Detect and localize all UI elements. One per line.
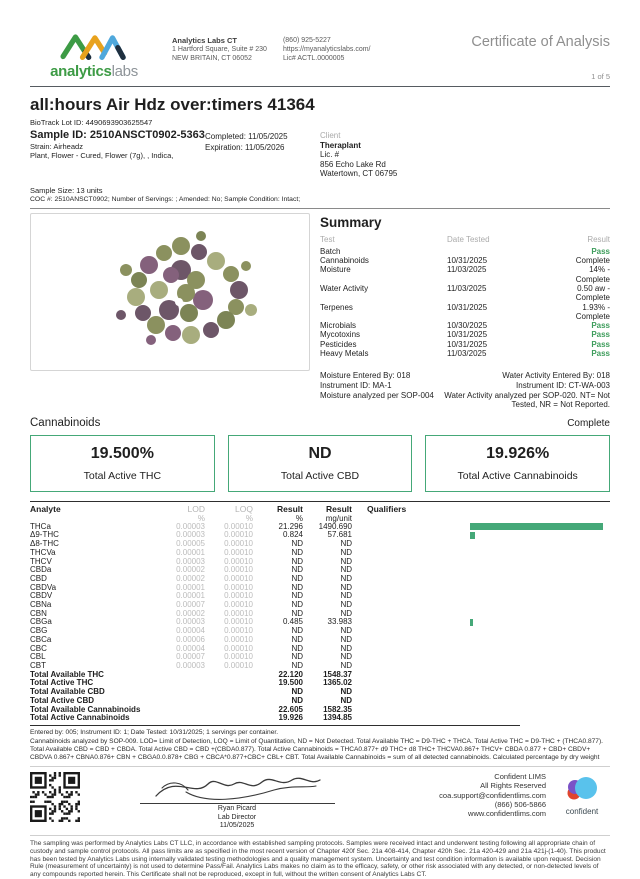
client-label: Client [320, 131, 341, 140]
analyte-loq: 0.00010 [224, 565, 253, 575]
footnote-entered-by: Entered by: 005; Instrument ID: 1; Date Tested: 10/31/2025; 1 servings per container. [30, 728, 279, 736]
summary-test: Terpenes [320, 302, 353, 312]
analyte-result-mg: ND [340, 643, 352, 653]
analyte-result-pct: ND [291, 556, 303, 566]
summary-result: 0.50 aw - Complete [575, 283, 610, 303]
summary-title: Summary [320, 214, 382, 230]
totals-row [30, 688, 610, 697]
summary-test: Cannabinoids [320, 256, 369, 266]
cannabinoids-section-status: Complete [567, 417, 610, 429]
analyte-loq: 0.00010 [224, 582, 253, 592]
lims-info [394, 772, 546, 818]
analyte-table [30, 501, 610, 726]
analyte-lod: 0.00002 [176, 573, 205, 583]
analyte-name: CBDVa [30, 582, 57, 592]
total-pct: ND [291, 695, 303, 705]
analyte-row [30, 531, 610, 540]
analyte-lod: 0.00003 [176, 530, 205, 540]
confident-logo-text: confident [565, 806, 599, 816]
logo-wordmark-primary: analytics [50, 63, 112, 80]
analyte-result-mg: ND [340, 573, 352, 583]
analyte-name: THCVa [30, 547, 56, 557]
analyte-rows [30, 523, 610, 671]
sample-info-grid [30, 129, 610, 179]
note-line: Instrument ID: CT-WA-003 [516, 380, 610, 390]
summary-row [320, 330, 610, 339]
analyte-result-pct: 0.824 [282, 530, 303, 540]
total-active-thc-value: 19.500% [90, 444, 154, 462]
lab-name: Analytics Labs CT [172, 36, 238, 45]
analyte-name: CBNa [30, 600, 52, 610]
analyte-result-pct: ND [291, 608, 303, 618]
analyte-row [30, 592, 610, 601]
analyte-name: CBD [30, 573, 47, 583]
summary-date [447, 247, 559, 256]
summary-row [320, 349, 610, 358]
lims-name: Confident LIMS [494, 771, 546, 781]
cannabis-buds-image [31, 214, 309, 370]
analyte-lod: 0.00001 [176, 582, 205, 592]
table-bottom-rule [30, 725, 520, 726]
analyte-name: CBN [30, 608, 47, 618]
analyte-result-mg: ND [340, 539, 352, 549]
total-pct: 19.500 [278, 678, 303, 688]
analyte-loq: 0.00010 [224, 547, 253, 557]
note-line: Water Activity analyzed per SOP-020. NT= Not [444, 390, 610, 400]
col-result-mg: Result [326, 503, 352, 514]
analyte-result-pct: ND [291, 547, 303, 557]
analyte-result-pct: ND [291, 539, 303, 549]
analyte-name: Δ8-THC [30, 539, 59, 549]
totals-row [30, 679, 610, 688]
analyte-result-pct: ND [291, 643, 303, 653]
analyte-row [30, 540, 610, 549]
summary-col-result: Result [587, 234, 610, 244]
summary-date: 10/31/2025 [447, 302, 488, 312]
analyte-result-pct: ND [291, 652, 303, 662]
analyte-name: CBC [30, 643, 47, 653]
total-label: Total Available Cannabinoids [30, 704, 141, 714]
signature-row [30, 772, 610, 831]
lims-url: www.confidentlims.com [468, 809, 546, 819]
summary-date: 10/31/2025 [447, 256, 488, 266]
analyte-loq: 0.00010 [224, 591, 253, 601]
total-label: Total Active THC [30, 678, 94, 688]
product-title: all:hours Air Hdz over:timers 41364 [30, 95, 315, 114]
biotrack-lot-id: BioTrack Lot ID: 4490693903625547 [30, 118, 153, 127]
sample-id-block [30, 129, 205, 179]
result-bar [470, 619, 473, 626]
analyte-result-mg: ND [340, 652, 352, 662]
col-lod: LOD [187, 503, 205, 514]
analyte-loq: 0.00010 [224, 573, 253, 583]
total-pct: 19.926 [278, 713, 303, 723]
note-line: Moisture Entered By: 018 [320, 371, 411, 381]
analyte-loq: 0.00010 [224, 521, 253, 531]
total-pct: 22.120 [278, 669, 303, 679]
summary-section [310, 213, 610, 410]
total-active-cbd-box [228, 435, 413, 492]
section-divider [30, 208, 610, 209]
analyte-lod: 0.00007 [176, 652, 205, 662]
analyte-qualifier [352, 540, 610, 549]
summary-date: 11/03/2025 [447, 349, 487, 359]
analyte-qualifier [352, 575, 610, 584]
coc-line: COC #: 2510ANSCT0902; Number of Servings: ; Amended: No; Sample Condition: Intact; [30, 195, 301, 203]
analyte-row [30, 645, 610, 654]
footnote-methodology: Cannabinoids analyzed by SOP-009. LOD= Limit of Detection, LOQ = Limit of Quantitation, ND = Not Detected. Total Available THC = D9-THC + THCA. Total Active THC = D9-THC + (THCA0.877). Total Available CBD = CBD + CBDA. Total Active CBD = CBD +(CBDA0.877). Total Active Cannabinoids = THCA0.877+ d9 THC+ d8 THC+ THCVA0.867+ THCV+ CBDA 0.877 + CBD+ CBDV+ CBDVA 0.867+ CBNA0.876+ CBN + CBGA0.0.878+ CBG + CBCA*0.877+CBC+ CBL+ CBT. Total Available Cannabinoids = sum of all detected cannabinoids. Calculated percentage by dry weight [30, 737, 603, 761]
total-active-cannabinoids-label: Total Active Cannabinoids [457, 469, 578, 482]
analyte-qualifier [352, 549, 610, 558]
analyte-result-pct: 21.296 [278, 521, 303, 531]
lims-email: coa.support@confidentlims.com [439, 790, 546, 800]
total-pct: ND [291, 687, 303, 697]
analyte-loq: 0.00010 [224, 643, 253, 653]
totals-row [30, 714, 610, 723]
analyte-name: CBGa [30, 617, 52, 627]
lab-url: https://myanalyticslabs.com/ [282, 46, 371, 54]
note-line: Instrument ID: MA-1 [320, 380, 392, 390]
note-line: Tested, NR = Not Reported. [511, 400, 610, 410]
analyte-row [30, 627, 610, 636]
analyte-loq: 0.00010 [224, 600, 253, 610]
analyte-totals [30, 671, 610, 723]
analyte-lod: 0.00006 [176, 634, 205, 644]
cannabinoids-section-header [30, 417, 610, 429]
analyte-qualifier [352, 592, 610, 601]
summary-result: 14% - Complete [575, 265, 610, 284]
client-block [320, 129, 397, 179]
summary-test: Water Activity [320, 283, 369, 293]
total-label: Total Active Cannabinoids [30, 713, 130, 723]
analyte-loq: 0.00010 [224, 652, 253, 662]
analyte-row [30, 636, 610, 645]
confident-logo-icon [564, 776, 600, 802]
analyte-name: CBCa [30, 634, 52, 644]
client-license: Lic. # [320, 150, 340, 159]
analyte-qualifier [352, 610, 610, 619]
summary-col-test: Test [320, 234, 335, 244]
total-mg: 1394.85 [323, 713, 352, 723]
analyte-result-pct: ND [291, 600, 303, 610]
signature-block [130, 772, 345, 831]
analyte-qualifier [352, 618, 610, 627]
analyte-result-pct: 0.485 [282, 617, 303, 627]
analyte-result-pct: ND [291, 634, 303, 644]
analyte-qualifier [352, 645, 610, 654]
analyte-result-mg: ND [340, 556, 352, 566]
col-analyte: Analyte [30, 503, 61, 514]
analyte-loq: 0.00010 [224, 556, 253, 566]
analyte-qualifier [352, 627, 610, 636]
analyte-result-mg: ND [340, 608, 352, 618]
analyte-row [30, 584, 610, 593]
logo-wordmark-secondary: labs [111, 63, 138, 80]
signer-title: Lab Director [217, 813, 257, 821]
analyte-row [30, 523, 610, 532]
lab-logo [30, 30, 158, 79]
result-bar [470, 532, 475, 539]
summary-row [320, 284, 610, 303]
summary-row [320, 303, 610, 322]
total-mg: 1548.37 [323, 669, 352, 679]
lab-address2: NEW BRITAIN, CT 06052 [172, 55, 252, 63]
expiration-date: Expiration: 11/05/2026 [205, 143, 285, 152]
col-loq: LOQ [235, 503, 253, 514]
photo-summary-row [30, 213, 610, 410]
lab-phone: (860) 925-5227 [282, 37, 331, 44]
page-indicator: 1 of 5 [591, 72, 610, 81]
total-mg: ND [340, 687, 352, 697]
total-label: Total Available THC [30, 669, 104, 679]
summary-result: Pass [591, 349, 610, 359]
signer-name: Ryan Picard [217, 804, 257, 812]
result-bar [470, 523, 603, 530]
analyte-result-mg: ND [340, 634, 352, 644]
col-qualifiers: Qualifiers [367, 503, 407, 514]
analyte-result-mg: 57.681 [327, 530, 352, 540]
dates-block [205, 129, 320, 179]
lab-address-block [172, 36, 267, 64]
analyte-name: CBDV [30, 591, 53, 601]
analyte-loq: 0.00010 [224, 608, 253, 618]
summary-date: 11/03/2025 [447, 265, 487, 275]
analyte-result-mg: ND [340, 660, 352, 670]
total-mg: ND [340, 695, 352, 705]
analyte-result-pct: ND [291, 660, 303, 670]
summary-result: Pass [591, 321, 610, 331]
analyte-lod: 0.00003 [176, 556, 205, 566]
total-active-thc-box [30, 435, 215, 492]
legal-disclaimer: The sampling was performed by Analytics Labs CT LLC, in accordance with established sampling protocols. Samples were received intact and underwent testing following all appropriate chain of custody and sample control protocols. All pass limits are as specified in the most recent version of Chapter 420f Sec. 21a 408-414, Chapter 420h Sec. 21a 420-429 and 21a 421j-(1-40). This product has been tested by Analytics Labs using internally validated testing methodologies and a quality management system. Uncertainty and test condition information is available upon request. Decision Rule (measurement of uncertainty) is not used to determine Pass/Fail. Analytics Labs makes no claim as to the efficacy, safety, or other risk associated with any detected, or non-detected levels of any compounds reported herein. This Certificate shall not be reproduced, except in full, without the written consent of Analytics Labs CT. [30, 839, 606, 879]
summary-result: Pass [591, 339, 610, 349]
analyte-lod: 0.00002 [176, 565, 205, 575]
total-mg: 1582.35 [323, 704, 352, 714]
mountain-logo-icon [51, 30, 137, 60]
total-active-cannabinoids-value: 19.926% [486, 444, 550, 462]
client-address1: 856 Echo Lake Rd [320, 159, 386, 169]
analyte-result-mg: 33.983 [327, 617, 352, 627]
analyte-row [30, 566, 610, 575]
analyte-qualifier [352, 523, 610, 532]
signature-line [140, 803, 335, 804]
analyte-qualifier [352, 662, 610, 671]
analyte-name: CBT [30, 660, 46, 670]
analyte-lod: 0.00005 [176, 539, 205, 549]
summary-result: Pass [591, 246, 610, 256]
lab-license: Lic# ACTL.0000005 [282, 55, 345, 63]
logo-wordmark [30, 65, 158, 79]
lims-rights: All Rights Reserved [480, 781, 546, 791]
total-active-cannabinoids-box [425, 435, 610, 492]
document-title: Certificate of Analysis [471, 34, 610, 50]
confident-logo [554, 772, 610, 816]
summary-result: 1.93% - Complete [575, 302, 610, 321]
summary-notes [320, 371, 610, 409]
summary-date: 10/30/2025 [447, 321, 488, 331]
table-footnotes [30, 729, 610, 762]
lab-contact-block [283, 36, 371, 64]
analyte-result-mg: ND [340, 582, 352, 592]
sample-id: Sample ID: 2510ANSCT0902-5363 [30, 129, 205, 141]
completed-date: Completed: 11/05/2025 [205, 132, 288, 141]
summary-result: Complete [575, 256, 610, 266]
matrix-description: Plant, Flower - Cured, Flower (7g), , Indica, [30, 151, 174, 160]
sample-photo [30, 213, 310, 371]
client-name: Theraplant [320, 140, 361, 150]
note-line: Moisture analyzed per SOP-004 [320, 390, 434, 400]
analyte-lod: 0.00003 [176, 521, 205, 531]
summary-test: Mycotoxins [320, 330, 361, 340]
total-label: Total Active CBD [30, 695, 95, 705]
analyte-result-mg: ND [340, 591, 352, 601]
summary-header-row [320, 235, 610, 244]
lims-phone: (866) 506-5866 [494, 799, 546, 809]
analyte-row [30, 575, 610, 584]
analyte-lod: 0.00003 [176, 617, 205, 627]
analyte-row [30, 610, 610, 619]
summary-test: Heavy Metals [320, 349, 369, 359]
analyte-row [30, 618, 610, 627]
analyte-lod: 0.00004 [176, 643, 205, 653]
disclaimer-divider [30, 835, 610, 836]
client-address2: Watertown, CT 06795 [320, 169, 398, 178]
analyte-loq: 0.00010 [224, 539, 253, 549]
analyte-result-pct: ND [291, 591, 303, 601]
summary-row [320, 247, 610, 256]
analyte-result-mg: 1490.690 [318, 521, 352, 531]
unit-lod: % [197, 513, 205, 523]
certificate-title-block [471, 34, 610, 81]
analyte-qualifier [352, 558, 610, 567]
analyte-result-mg: ND [340, 600, 352, 610]
analyte-qualifier [352, 566, 610, 575]
analyte-name: CBDa [30, 565, 52, 575]
analyte-name: THCa [30, 521, 51, 531]
unit-loq: % [245, 513, 253, 523]
analyte-qualifier [352, 601, 610, 610]
analyte-qualifier [352, 653, 610, 662]
analyte-lod: 0.00003 [176, 660, 205, 670]
header-divider [30, 86, 610, 87]
summary-test: Pesticides [320, 339, 357, 349]
summary-row [320, 256, 610, 265]
footnote-divider [30, 766, 610, 767]
summary-date: 11/03/2025 [447, 283, 487, 293]
analyte-lod: 0.00004 [176, 626, 205, 636]
analyte-loq: 0.00010 [224, 617, 253, 627]
analyte-result-pct: ND [291, 565, 303, 575]
signature-scribble [142, 772, 332, 802]
summary-col-date: Date Tested [447, 234, 490, 244]
col-result-pct: Result [277, 503, 303, 514]
summary-row [320, 340, 610, 349]
analyte-name: CBL [30, 652, 46, 662]
analyte-lod: 0.00002 [176, 608, 205, 618]
analyte-loq: 0.00010 [224, 530, 253, 540]
total-active-cbd-value: ND [308, 444, 332, 462]
unit-result-pct: % [295, 513, 303, 523]
analyte-row [30, 653, 610, 662]
summary-test: Batch [320, 246, 341, 256]
analyte-lod: 0.00007 [176, 600, 205, 610]
analyte-result-mg: ND [340, 565, 352, 575]
analyte-row [30, 601, 610, 610]
total-pct: 22.605 [278, 704, 303, 714]
analyte-qualifier [352, 531, 610, 540]
analyte-lod: 0.00001 [176, 547, 205, 557]
cannabinoids-section-title: Cannabinoids [30, 416, 101, 429]
analyte-qualifier [352, 636, 610, 645]
moisture-note [320, 371, 434, 409]
analyte-loq: 0.00010 [224, 626, 253, 636]
sample-size: Sample Size: 13 units [30, 185, 103, 195]
total-label: Total Available CBD [30, 687, 105, 697]
analyte-qualifier [352, 584, 610, 593]
total-active-cbd-label: Total Active CBD [280, 469, 360, 482]
analyte-result-pct: ND [291, 582, 303, 592]
qr-code [30, 772, 80, 822]
analyte-row [30, 558, 610, 567]
analyte-loq: 0.00010 [224, 634, 253, 644]
analyte-result-pct: ND [291, 573, 303, 583]
summary-test: Microbials [320, 321, 357, 331]
summary-row [320, 321, 610, 330]
water-activity-note [444, 371, 610, 409]
analyte-name: THCV [30, 556, 52, 566]
header [30, 30, 610, 81]
summary-date: 10/31/2025 [447, 330, 488, 340]
analyte-table-header [30, 504, 610, 514]
analyte-name: Δ9-THC [30, 530, 59, 540]
summary-result: Pass [591, 330, 610, 340]
total-mg: 1365.02 [323, 678, 352, 688]
summary-test: Moisture [320, 265, 351, 275]
summary-date: 10/31/2025 [447, 339, 488, 349]
lab-address1: 1 Hartford Square, Suite # 230 [172, 46, 267, 54]
analyte-lod: 0.00001 [176, 591, 205, 601]
summary-rows [320, 247, 610, 359]
totals-row [30, 671, 610, 680]
analyte-row [30, 549, 610, 558]
strain: Strain: Airheadz [30, 142, 83, 151]
analyte-result-mg: ND [340, 626, 352, 636]
total-active-thc-label: Total Active THC [83, 469, 162, 482]
note-line: Water Activity Entered By: 018 [502, 371, 610, 381]
unit-result-mg: mg/unit [325, 513, 352, 523]
analyte-result-mg: ND [340, 547, 352, 557]
analyte-loq: 0.00010 [224, 660, 253, 670]
cannabinoid-highlight-boxes [30, 435, 610, 492]
summary-row [320, 265, 610, 284]
analyte-name: CBG [30, 626, 48, 636]
signature-date: 11/05/2025 [219, 822, 255, 830]
analyte-result-pct: ND [291, 626, 303, 636]
analyte-row [30, 662, 610, 671]
